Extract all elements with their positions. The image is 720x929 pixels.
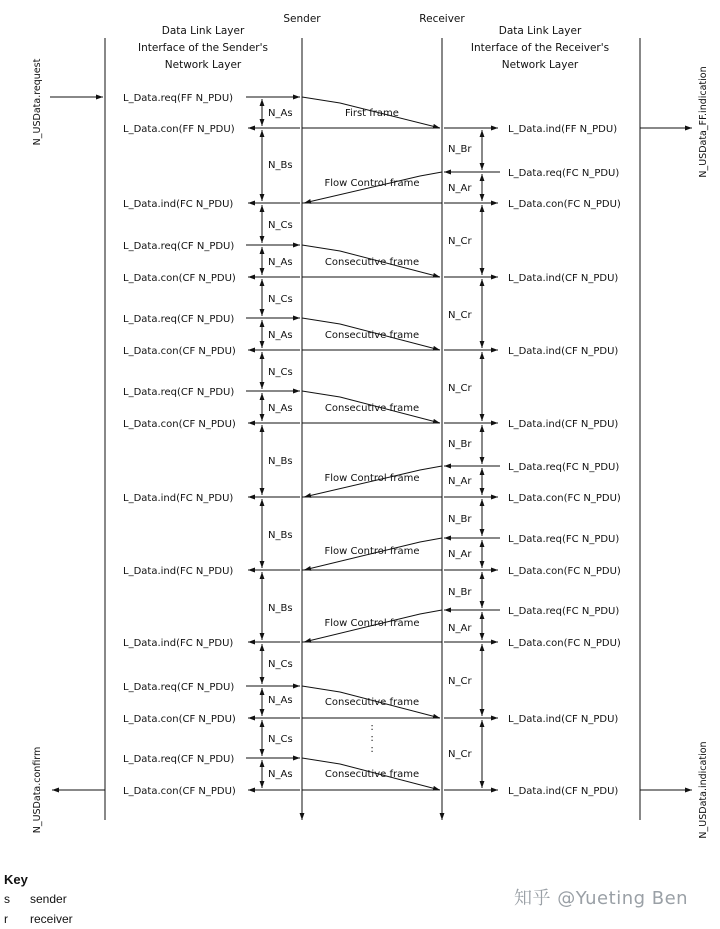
sender-primitive-label: L_Data.con(CF N_PDU) (123, 714, 236, 725)
sender-title: Sender (283, 13, 321, 25)
sender-timer-label: N_Cs (268, 734, 293, 745)
sender-primitive-label: L_Data.req(CF N_PDU) (123, 241, 235, 252)
receiver-primitive-label: L_Data.con(FC N_PDU) (508, 566, 621, 577)
receiver-layer-line-2: Interface of the Receiver's (470, 42, 610, 54)
receiver-primitive-label: L_Data.ind(FF N_PDU) (508, 124, 618, 135)
receiver-primitive-label: L_Data.con(FC N_PDU) (508, 199, 621, 210)
watermark: 知乎 @Yueting Ben (514, 888, 689, 909)
sender-primitive-label: L_Data.con(CF N_PDU) (123, 273, 236, 284)
receiver-timer-label: N_Ar (448, 476, 472, 487)
sender-primitive-label: L_Data.ind(FC N_PDU) (123, 199, 234, 210)
sender-primitive-label: L_Data.con(CF N_PDU) (123, 786, 236, 797)
sender-primitive-label: L_Data.ind(FC N_PDU) (123, 638, 234, 649)
sender-timer-label: N_Cs (268, 367, 293, 378)
receiver-timer-label: N_Br (448, 144, 472, 155)
receiver-timer-label: N_Ar (448, 623, 472, 634)
frame-label: First frame (345, 108, 399, 119)
receiver-primitive-label: L_Data.ind(CF N_PDU) (508, 786, 619, 797)
receiver-layer-line-3: Network Layer (501, 59, 579, 71)
sender-primitive-label: L_Data.req(CF N_PDU) (123, 387, 235, 398)
receiver-primitive-label: L_Data.req(FC N_PDU) (508, 462, 620, 473)
sender-timer-label: N_Bs (268, 456, 293, 467)
receiver-timer-label: N_Br (448, 514, 472, 525)
ellipsis-3: : (370, 744, 374, 755)
sender-timer-label: N_As (268, 257, 293, 268)
key-meaning: sender (30, 892, 67, 906)
frame-label: Consecutive frame (324, 697, 420, 708)
side-label-confirm: N_USData.confirm (32, 746, 43, 834)
frame-label: Consecutive frame (324, 769, 420, 780)
receiver-timer-label: N_Cr (448, 749, 472, 760)
frame-label: Flow Control frame (324, 546, 420, 557)
receiver-timers (448, 130, 482, 788)
side-label-indication: N_USData.indication (698, 741, 709, 839)
sender-timer-label: N_Cs (268, 294, 293, 305)
sender-primitive-label: L_Data.req(FF N_PDU) (123, 93, 234, 104)
frame-label: Flow Control frame (324, 618, 420, 629)
sender-layer-line-2: Interface of the Sender's (138, 42, 268, 54)
sender-primitive-label: L_Data.req(CF N_PDU) (123, 682, 235, 693)
header-sender-layer (138, 25, 268, 71)
frame-label: Flow Control frame (324, 178, 420, 189)
receiver-primitive-label: L_Data.req(FC N_PDU) (508, 534, 620, 545)
key-title: Key (4, 872, 28, 887)
frame-label: Flow Control frame (324, 473, 420, 484)
sender-timer-label: N_Bs (268, 603, 293, 614)
sender-primitive-label: L_Data.req(CF N_PDU) (123, 754, 235, 765)
receiver-timer-label: N_Ar (448, 549, 472, 560)
ellipsis-2: : (370, 733, 374, 744)
sender-timer-label: N_As (268, 330, 293, 341)
side-label-request: N_USData.request (32, 58, 43, 146)
receiver-primitive-label: L_Data.ind(CF N_PDU) (508, 273, 619, 284)
receiver-primitive-label: L_Data.req(FC N_PDU) (508, 606, 620, 617)
sender-timers (262, 99, 293, 788)
sender-primitive-label: L_Data.ind(FC N_PDU) (123, 566, 234, 577)
sender-timer-label: N_Cs (268, 659, 293, 670)
sender-timer-label: N_As (268, 108, 293, 119)
receiver-primitive-label: L_Data.ind(CF N_PDU) (508, 714, 619, 725)
receiver-timer-label: N_Br (448, 587, 472, 598)
receiver-timer-label: N_Cr (448, 676, 472, 687)
sender-timer-label: N_As (268, 769, 293, 780)
sender-primitive-label: L_Data.con(CF N_PDU) (123, 346, 236, 357)
receiver-timer-label: N_Cr (448, 310, 472, 321)
receiver-primitive-label: L_Data.con(FC N_PDU) (508, 638, 621, 649)
frame-label: Consecutive frame (324, 330, 420, 341)
receiver-timer-label: N_Cr (448, 236, 472, 247)
header-receiver-layer (471, 25, 609, 71)
receiver-primitive-label: L_Data.con(FC N_PDU) (508, 493, 621, 504)
sender-primitive-label: L_Data.ind(FC N_PDU) (123, 493, 234, 504)
receiver-primitives (444, 124, 621, 797)
receiver-timer-label: N_Br (448, 439, 472, 450)
ellipsis-1: : (370, 722, 374, 733)
sender-primitive-label: L_Data.con(FF N_PDU) (123, 124, 235, 135)
frame-label: Consecutive frame (324, 403, 420, 414)
receiver-primitive-label: L_Data.ind(CF N_PDU) (508, 419, 619, 430)
sender-timer-label: N_As (268, 695, 293, 706)
receiver-timer-label: N_Cr (448, 383, 472, 394)
key-row-receiver (4, 912, 73, 926)
sender-primitive-label: L_Data.req(CF N_PDU) (123, 314, 235, 325)
sender-timer-label: N_As (268, 403, 293, 414)
sender-layer-line-1: Data Link Layer (161, 25, 245, 37)
sequence-messages (302, 97, 442, 790)
receiver-layer-line-1: Data Link Layer (498, 25, 582, 37)
sender-timer-label: N_Bs (268, 530, 293, 541)
side-label-ff-indication: N_USData_FF.indication (698, 66, 709, 178)
key-code: s (4, 892, 10, 906)
sender-timer-label: N_Bs (268, 160, 293, 171)
sender-layer-line-3: Network Layer (164, 59, 242, 71)
key-code: r (4, 912, 8, 926)
sender-timer-label: N_Cs (268, 220, 293, 231)
sender-primitives (123, 93, 300, 797)
receiver-primitive-label: L_Data.ind(CF N_PDU) (508, 346, 619, 357)
key-row-sender (4, 892, 67, 906)
receiver-title: Receiver (419, 13, 465, 25)
key-meaning: receiver (30, 912, 73, 926)
receiver-timer-label: N_Ar (448, 183, 472, 194)
sender-primitive-label: L_Data.con(CF N_PDU) (123, 419, 236, 430)
frame-label: Consecutive frame (324, 257, 420, 268)
receiver-primitive-label: L_Data.req(FC N_PDU) (508, 168, 620, 179)
